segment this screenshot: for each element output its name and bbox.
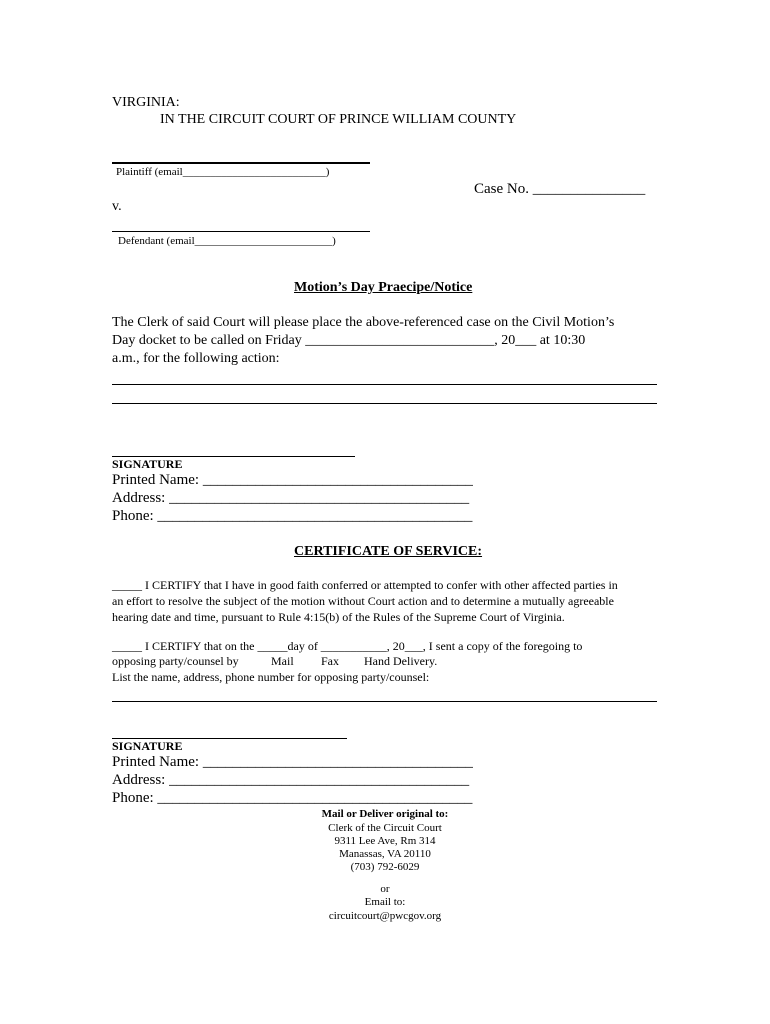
address-1: Address: ________________________________________ [112,490,470,506]
footer-email: circuitcourt@pwcgov.org [328,910,442,922]
option-hand-delivery: Hand Delivery. [364,654,438,668]
certify-2-line-1: _____ I CERTIFY that on the _____day of ___________, 20___, I sent a copy of the foregoing to [112,639,583,653]
address-2: Address: ________________________________________ [112,772,470,788]
option-fax: Fax [321,654,339,668]
printed-name-1: Printed Name: ____________________________________ [112,472,473,488]
certify-1-line-2: an effort to resolve the subject of the motion without Court action and to determine a mutually agreeable [112,594,614,608]
motion-title: Motion’s Day Praecipe/Notice [294,280,473,295]
state-heading: VIRGINIA: [112,95,180,110]
action-line-2 [112,403,657,404]
certify-2-line-3: List the name, address, phone number for opposing party/counsel: [112,670,430,684]
footer-heading: Mail or Deliver original to: [321,808,449,820]
defendant-line [112,231,370,232]
footer-email-label: Email to: [364,896,406,908]
action-line-1 [112,384,657,385]
phone-2: Phone: __________________________________________ [112,790,473,806]
counsel-line [112,701,657,702]
court-heading: IN THE CIRCUIT COURT OF PRINCE WILLIAM COUNTY [160,112,517,127]
motion-text-line-1: The Clerk of said Court will please place the above-referenced case on the Civil Motion’s [112,315,615,330]
footer-line-3: Manassas, VA 20110 [339,848,431,860]
signature-label-1: SIGNATURE [112,457,183,471]
plaintiff-label: Plaintiff (email__________________________) [116,166,330,178]
motion-text-line-3: a.m., for the following action: [112,351,280,366]
certificate-title: CERTIFICATE OF SERVICE: [294,544,483,559]
signature-label-2: SIGNATURE [112,739,183,753]
option-mail: Mail [271,654,294,668]
case-number: Case No. _______________ [474,181,646,197]
versus-label: v. [112,199,122,214]
certify-1-line-1: _____ I CERTIFY that I have in good faith conferred or attempted to confer with other affected parties in [112,578,618,592]
phone-1: Phone: __________________________________________ [112,508,473,524]
footer-or: or [380,883,390,895]
defendant-label: Defendant (email_________________________) [118,235,336,247]
footer-line-1: Clerk of the Circuit Court [328,822,442,834]
certify-1-line-3: hearing date and time, pursuant to Rule 4:15(b) of the Rules of the Supreme Court of Virginia. [112,610,565,624]
plaintiff-line [112,162,370,164]
footer-line-2: 9311 Lee Ave, Rm 314 [334,835,436,847]
printed-name-2: Printed Name: ____________________________________ [112,754,473,770]
footer-phone: (703) 792-6029 [350,861,420,873]
motion-text-line-2: Day docket to be called on Friday ___________________________, 20___ at 10:30 [112,333,586,348]
certify-2-line-2: opposing party/counsel by [112,654,239,668]
